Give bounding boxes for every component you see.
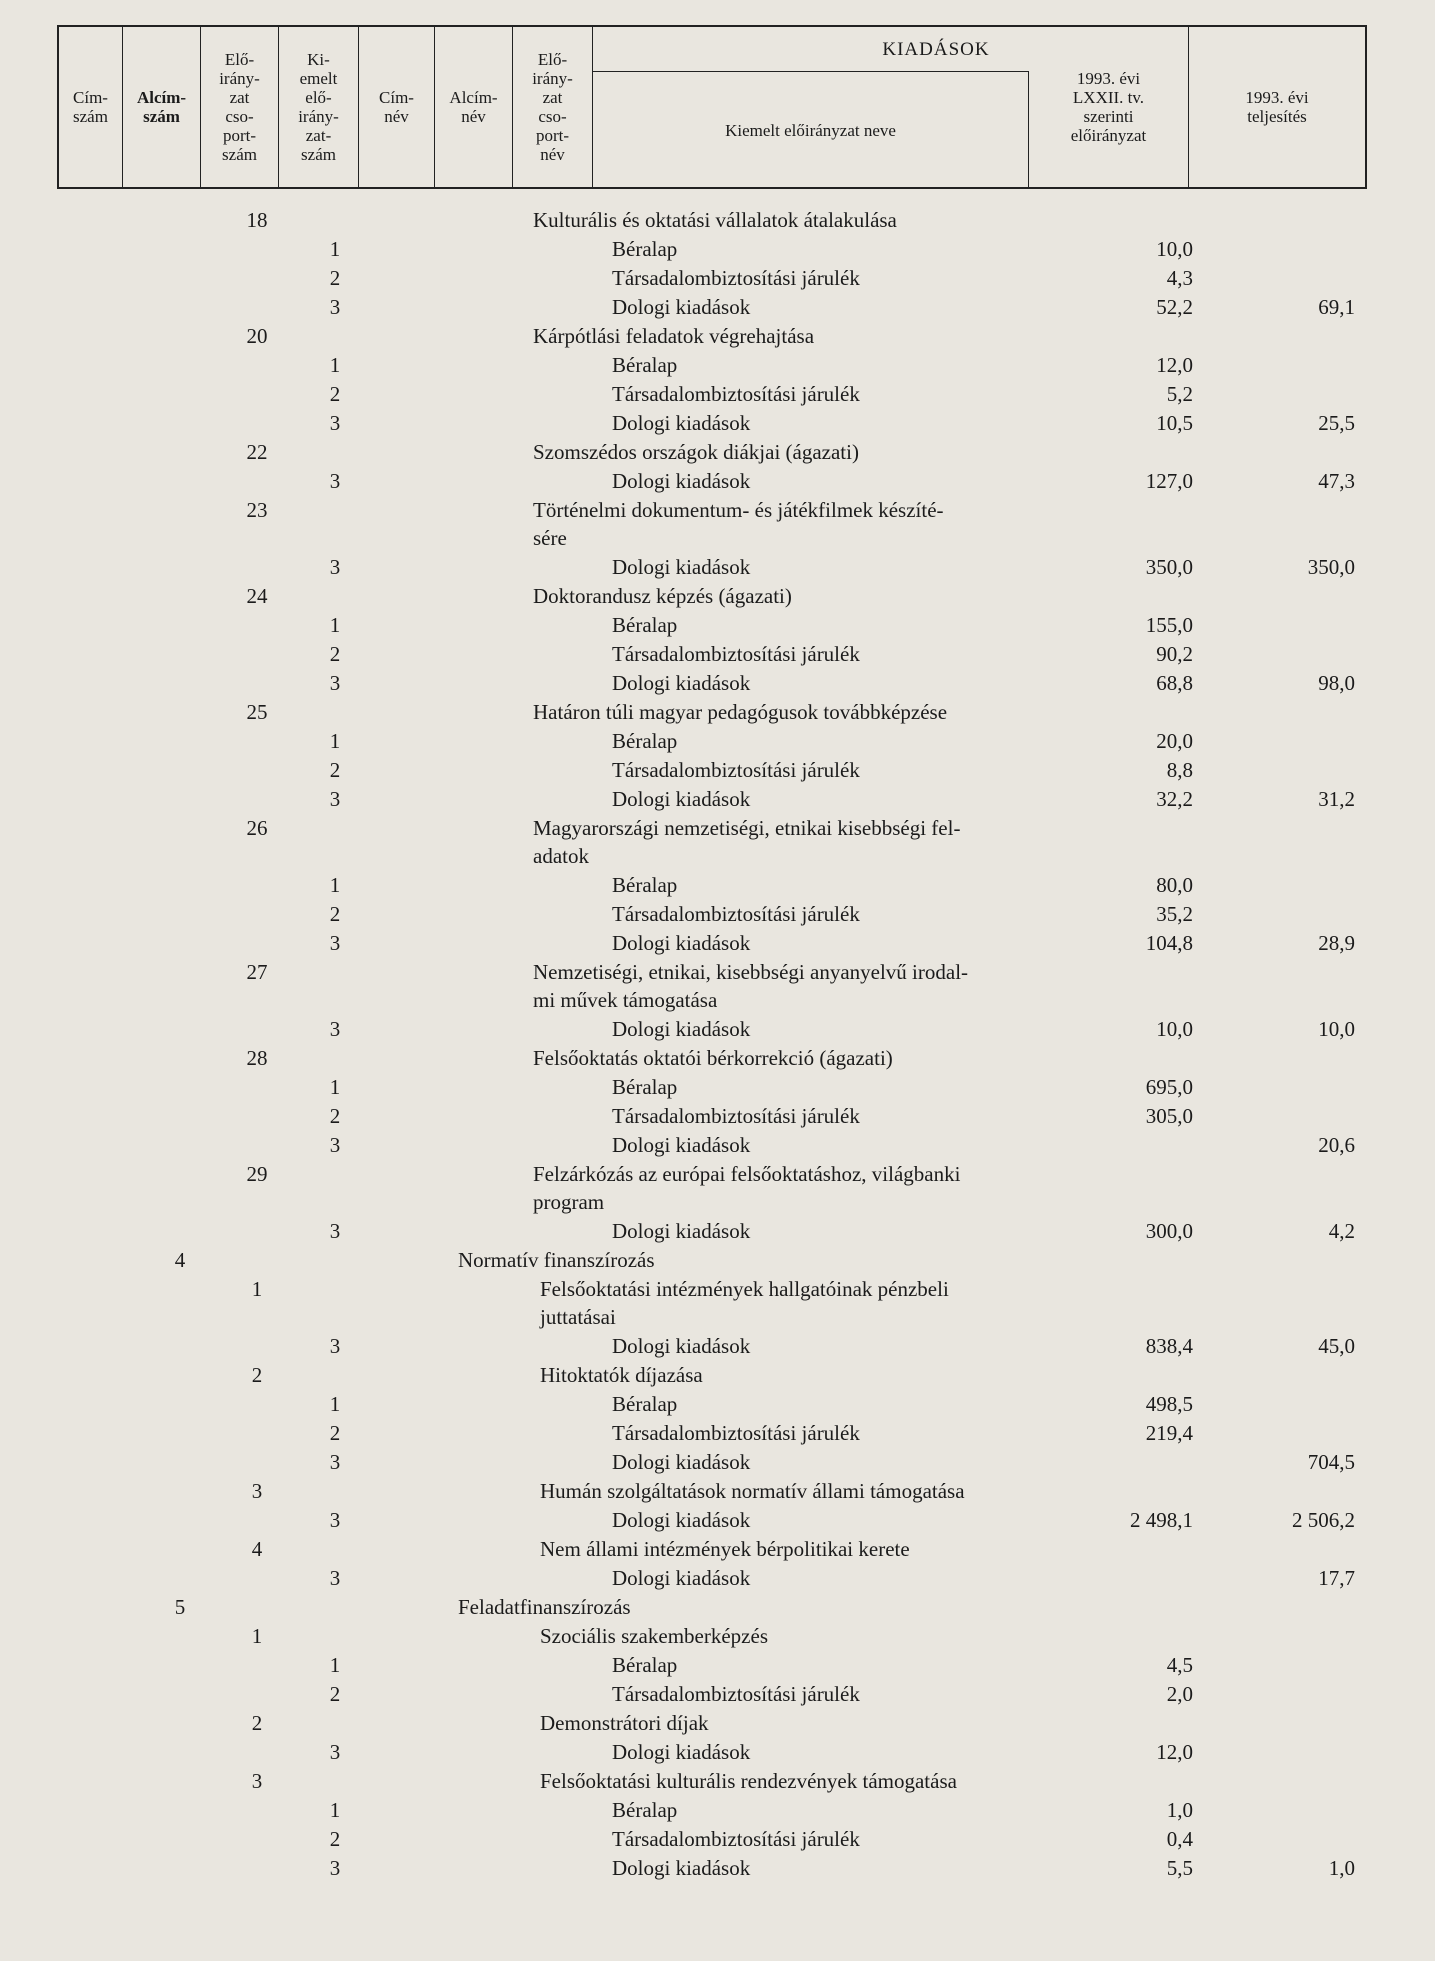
item-name: Társadalombiztosítási járulék <box>612 1827 860 1851</box>
item-name: Feladatfinanszírozás <box>458 1595 631 1619</box>
item-name: Dologi kiadások <box>612 295 751 319</box>
item-name: mi művek támogatása <box>533 988 718 1012</box>
item-name: Dologi kiadások <box>612 469 751 493</box>
eloiranyzat-value: 838,4 <box>1145 1334 1193 1358</box>
cim-number: 5 <box>174 1595 186 1619</box>
item-name: Béralap <box>612 1075 678 1099</box>
table-row <box>0 986 1435 1015</box>
table-row <box>0 814 1435 843</box>
item-name: Dologi kiadások <box>612 555 751 579</box>
item-name: Nem állami intézmények bérpolitikai kerete <box>540 1537 910 1561</box>
table-row <box>0 1419 1435 1448</box>
header-kiemelt-eloiranyzat-szam: Ki- emelt elő- irány- zat- szám <box>279 27 359 187</box>
item-name: Társadalombiztosítási járulék <box>612 382 860 406</box>
item-name: Dologi kiadások <box>612 931 751 955</box>
table-row <box>0 1160 1435 1189</box>
alcim-number: 27 <box>246 960 268 984</box>
table-row <box>0 524 1435 553</box>
kiemelt-number: 3 <box>329 1334 341 1358</box>
teljesites-value: 20,6 <box>1318 1133 1355 1157</box>
table-row <box>0 871 1435 900</box>
eloiranyzat-value: 498,5 <box>1145 1392 1193 1416</box>
kiemelt-number: 2 <box>329 1827 341 1851</box>
item-name: Történelmi dokumentum- és játékfilmek készíté- <box>533 498 944 522</box>
header-teljesites-1993: 1993. évi teljesítés <box>1245 88 1309 126</box>
table-row <box>0 351 1435 380</box>
teljesites-value: 69,1 <box>1318 295 1355 319</box>
item-name: Kulturális és oktatási vállalatok átalakulása <box>533 208 897 232</box>
eloiranyzat-value: 695,0 <box>1145 1075 1193 1099</box>
header-alcimszam: Alcím- szám <box>123 27 201 187</box>
kiemelt-number: 1 <box>329 729 341 753</box>
teljesites-value: 4,2 <box>1328 1219 1355 1243</box>
eloiranyzat-value: 32,2 <box>1156 787 1193 811</box>
item-name: Felsőoktatás oktatói bérkorrekció (ágazati) <box>533 1046 893 1070</box>
eloiranyzat-value: 2 498,1 <box>1130 1508 1193 1532</box>
kiemelt-number: 1 <box>329 237 341 261</box>
kiemelt-number: 3 <box>329 1450 341 1474</box>
alcim-number: 28 <box>246 1046 268 1070</box>
eloiranyzat-value: 0,4 <box>1166 1827 1193 1851</box>
table-row <box>0 785 1435 814</box>
item-name: Dologi kiadások <box>612 1566 751 1590</box>
alcim-number: 29 <box>246 1162 268 1186</box>
cim-number: 4 <box>174 1248 186 1272</box>
teljesites-value: 350,0 <box>1307 555 1355 579</box>
teljesites-value: 704,5 <box>1307 1450 1355 1474</box>
eloiranyzat-value: 10,5 <box>1156 411 1193 435</box>
teljesites-value: 10,0 <box>1318 1017 1355 1041</box>
header-alcimnev: Alcím- név <box>435 27 513 187</box>
table-row <box>0 496 1435 525</box>
item-name: Béralap <box>612 353 678 377</box>
item-name: sére <box>533 526 567 550</box>
item-name: Dologi kiadások <box>612 671 751 695</box>
table-row <box>0 1651 1435 1680</box>
kiemelt-number: 3 <box>329 469 341 493</box>
kiemelt-number: 2 <box>329 758 341 782</box>
item-name: Társadalombiztosítási járulék <box>612 266 860 290</box>
table-row <box>0 1217 1435 1246</box>
eloiranyzat-value: 68,8 <box>1156 671 1193 695</box>
kiemelt-number: 2 <box>329 642 341 666</box>
header-cimnev: Cím- név <box>359 27 435 187</box>
kiemelt-number: 3 <box>329 1856 341 1880</box>
item-name: Szociális szakemberképzés <box>540 1624 768 1648</box>
header-eloiranyzat-csoport-nev: Elő- irány- zat cso- port- név <box>513 27 593 187</box>
teljesites-value: 17,7 <box>1318 1566 1355 1590</box>
kiemelt-number: 1 <box>329 1392 341 1416</box>
item-name: Dologi kiadások <box>612 1508 751 1532</box>
item-name: Dologi kiadások <box>612 1017 751 1041</box>
teljesites-value: 45,0 <box>1318 1334 1355 1358</box>
table-row <box>0 756 1435 785</box>
teljesites-value: 31,2 <box>1318 787 1355 811</box>
header-eloiranyzat-1993: 1993. évi LXXII. tv. szerinti előirányzat <box>1029 27 1189 187</box>
alcim-number: 2 <box>251 1711 263 1735</box>
item-name: Doktorandusz képzés (ágazati) <box>533 584 792 608</box>
eloiranyzat-value: 8,8 <box>1166 758 1193 782</box>
item-name: Társadalombiztosítási járulék <box>612 758 860 782</box>
table-row <box>0 322 1435 351</box>
table-row <box>0 1332 1435 1361</box>
table-row <box>0 1535 1435 1564</box>
kiemelt-number: 3 <box>329 787 341 811</box>
table-row <box>0 669 1435 698</box>
item-name: program <box>533 1190 605 1214</box>
item-name: Béralap <box>612 613 678 637</box>
item-name: Dologi kiadások <box>612 787 751 811</box>
table-row <box>0 1738 1435 1767</box>
item-name: Dologi kiadások <box>612 1740 751 1764</box>
table-row <box>0 1044 1435 1073</box>
table-row <box>0 1767 1435 1796</box>
table-row <box>0 727 1435 756</box>
table-row <box>0 698 1435 727</box>
item-name: Béralap <box>612 1653 678 1677</box>
kiemelt-number: 1 <box>329 1653 341 1677</box>
eloiranyzat-value: 1,0 <box>1166 1798 1193 1822</box>
kiemelt-number: 1 <box>329 1075 341 1099</box>
eloiranyzat-value: 219,4 <box>1145 1421 1193 1445</box>
table-row <box>0 1073 1435 1102</box>
table-row <box>0 1246 1435 1275</box>
item-name: Kárpótlási feladatok végrehajtása <box>533 324 815 348</box>
eloiranyzat-value: 5,2 <box>1166 382 1193 406</box>
item-name: Béralap <box>612 1392 678 1416</box>
item-name: Dologi kiadások <box>612 1450 751 1474</box>
item-name: Felsőoktatási kulturális rendezvények támogatása <box>540 1769 957 1793</box>
table-row <box>0 1448 1435 1477</box>
eloiranyzat-value: 300,0 <box>1145 1219 1193 1243</box>
item-name: Demonstrátori díjak <box>540 1711 709 1735</box>
item-name: Felsőoktatási intézmények hallgatóinak pénzbeli <box>540 1277 949 1301</box>
kiemelt-number: 1 <box>329 1798 341 1822</box>
alcim-number: 26 <box>246 816 268 840</box>
kiemelt-number: 2 <box>329 902 341 926</box>
table-row <box>0 1825 1435 1854</box>
item-name: Magyarországi nemzetiségi, etnikai kisebbségi fel- <box>533 816 961 840</box>
kiemelt-number: 2 <box>329 1682 341 1706</box>
alcim-number: 22 <box>246 440 268 464</box>
kiemelt-number: 3 <box>329 931 341 955</box>
table-row <box>0 1188 1435 1217</box>
item-name: Társadalombiztosítási járulék <box>612 1104 860 1128</box>
item-name: Béralap <box>612 237 678 261</box>
eloiranyzat-value: 127,0 <box>1145 469 1193 493</box>
header-eloiranyzat-csoport-szam: Elő- irány- zat cso- port- szám <box>201 27 279 187</box>
item-name: Hitoktatók díjazása <box>540 1363 703 1387</box>
eloiranyzat-value: 2,0 <box>1166 1682 1193 1706</box>
table-row <box>0 553 1435 582</box>
table-row <box>0 438 1435 467</box>
item-name: Felzárkózás az európai felsőoktatáshoz, világbanki <box>533 1162 961 1186</box>
table-row <box>0 1593 1435 1622</box>
table-row <box>0 958 1435 987</box>
kiemelt-number: 2 <box>329 1104 341 1128</box>
header-kiemelt-nev: Kiemelt előirányzat neve <box>593 71 1029 189</box>
item-name: Béralap <box>612 729 678 753</box>
table-row <box>0 1102 1435 1131</box>
eloiranyzat-value: 5,5 <box>1166 1856 1193 1880</box>
item-name: adatok <box>533 844 589 868</box>
item-name: Társadalombiztosítási járulék <box>612 902 860 926</box>
item-name: Humán szolgáltatások normatív állami támogatása <box>540 1479 965 1503</box>
item-name: Béralap <box>612 1798 678 1822</box>
kiemelt-number: 3 <box>329 1017 341 1041</box>
table-row <box>0 1390 1435 1419</box>
eloiranyzat-value: 4,5 <box>1166 1653 1193 1677</box>
teljesites-value: 28,9 <box>1318 931 1355 955</box>
kiemelt-number: 3 <box>329 1566 341 1590</box>
kiemelt-number: 3 <box>329 1508 341 1532</box>
alcim-number: 23 <box>246 498 268 522</box>
eloiranyzat-value: 12,0 <box>1156 1740 1193 1764</box>
table-row <box>0 611 1435 640</box>
item-name: Társadalombiztosítási járulék <box>612 1421 860 1445</box>
table-row <box>0 264 1435 293</box>
item-name: Szomszédos országok diákjai (ágazati) <box>533 440 859 464</box>
table-row <box>0 380 1435 409</box>
item-name: Nemzetiségi, etnikai, kisebbségi anyanyelvű irodal- <box>533 960 969 984</box>
eloiranyzat-value: 80,0 <box>1156 873 1193 897</box>
item-name: Határon túli magyar pedagógusok továbbképzése <box>533 700 948 724</box>
eloiranyzat-value: 104,8 <box>1145 931 1193 955</box>
kiemelt-number: 2 <box>329 1421 341 1445</box>
alcim-number: 4 <box>251 1537 263 1561</box>
alcim-number: 3 <box>251 1769 263 1793</box>
teljesites-value: 1,0 <box>1328 1856 1355 1880</box>
kiemelt-number: 2 <box>329 266 341 290</box>
item-name: Béralap <box>612 873 678 897</box>
kiemelt-number: 3 <box>329 1219 341 1243</box>
item-name: Dologi kiadások <box>612 1334 751 1358</box>
table-row <box>0 640 1435 669</box>
kiemelt-number: 3 <box>329 1740 341 1764</box>
table-row <box>0 206 1435 235</box>
eloiranyzat-value: 305,0 <box>1145 1104 1193 1128</box>
kiemelt-number: 3 <box>329 411 341 435</box>
eloiranyzat-value: 20,0 <box>1156 729 1193 753</box>
alcim-number: 20 <box>246 324 268 348</box>
item-name: Társadalombiztosítási járulék <box>612 1682 860 1706</box>
table-row <box>0 409 1435 438</box>
table-row <box>0 1303 1435 1332</box>
alcim-number: 3 <box>251 1479 263 1503</box>
table-row <box>0 1477 1435 1506</box>
table-row <box>0 467 1435 496</box>
teljesites-value: 98,0 <box>1318 671 1355 695</box>
table-row <box>0 1506 1435 1535</box>
eloiranyzat-value: 155,0 <box>1145 613 1193 637</box>
alcim-number: 1 <box>251 1277 263 1301</box>
table-row <box>0 1361 1435 1390</box>
alcim-number: 18 <box>246 208 268 232</box>
eloiranyzat-value: 4,3 <box>1166 266 1193 290</box>
eloiranyzat-value: 10,0 <box>1156 1017 1193 1041</box>
item-name: Dologi kiadások <box>612 1856 751 1880</box>
kiemelt-number: 3 <box>329 1133 341 1157</box>
teljesites-value: 25,5 <box>1318 411 1355 435</box>
table-row <box>0 900 1435 929</box>
eloiranyzat-value: 35,2 <box>1156 902 1193 926</box>
item-name: Normatív finanszírozás <box>458 1248 655 1272</box>
kiemelt-number: 3 <box>329 555 341 579</box>
kiemelt-number: 1 <box>329 613 341 637</box>
eloiranyzat-value: 90,2 <box>1156 642 1193 666</box>
kiemelt-number: 3 <box>329 295 341 319</box>
item-name: Dologi kiadások <box>612 1133 751 1157</box>
table-row <box>0 1680 1435 1709</box>
eloiranyzat-value: 350,0 <box>1145 555 1193 579</box>
table-row <box>0 1854 1435 1883</box>
item-name: juttatásai <box>540 1305 616 1329</box>
table-row <box>0 1796 1435 1825</box>
alcim-number: 25 <box>246 700 268 724</box>
header-kiadasok: KIADÁSOK <box>882 38 990 60</box>
eloiranyzat-value: 12,0 <box>1156 353 1193 377</box>
item-name: Dologi kiadások <box>612 411 751 435</box>
table-row <box>0 1622 1435 1651</box>
kiemelt-number: 2 <box>329 382 341 406</box>
table-row <box>0 1709 1435 1738</box>
teljesites-value: 47,3 <box>1318 469 1355 493</box>
table-row <box>0 1275 1435 1304</box>
item-name: Dologi kiadások <box>612 1219 751 1243</box>
table-row <box>0 1015 1435 1044</box>
table-row <box>0 929 1435 958</box>
header-cimszam: Cím- szám <box>59 27 123 187</box>
table-header <box>57 25 1367 189</box>
kiemelt-number: 1 <box>329 353 341 377</box>
kiemelt-number: 3 <box>329 671 341 695</box>
eloiranyzat-value: 10,0 <box>1156 237 1193 261</box>
alcim-number: 1 <box>251 1624 263 1648</box>
alcim-number: 2 <box>251 1363 263 1387</box>
table-row <box>0 1131 1435 1160</box>
item-name: Társadalombiztosítási járulék <box>612 642 860 666</box>
table-row <box>0 1564 1435 1593</box>
table-row <box>0 582 1435 611</box>
eloiranyzat-value: 52,2 <box>1156 295 1193 319</box>
table-row <box>0 842 1435 871</box>
table-row <box>0 293 1435 322</box>
table-row <box>0 235 1435 264</box>
alcim-number: 24 <box>246 584 268 608</box>
kiemelt-number: 1 <box>329 873 341 897</box>
teljesites-value: 2 506,2 <box>1292 1508 1355 1532</box>
